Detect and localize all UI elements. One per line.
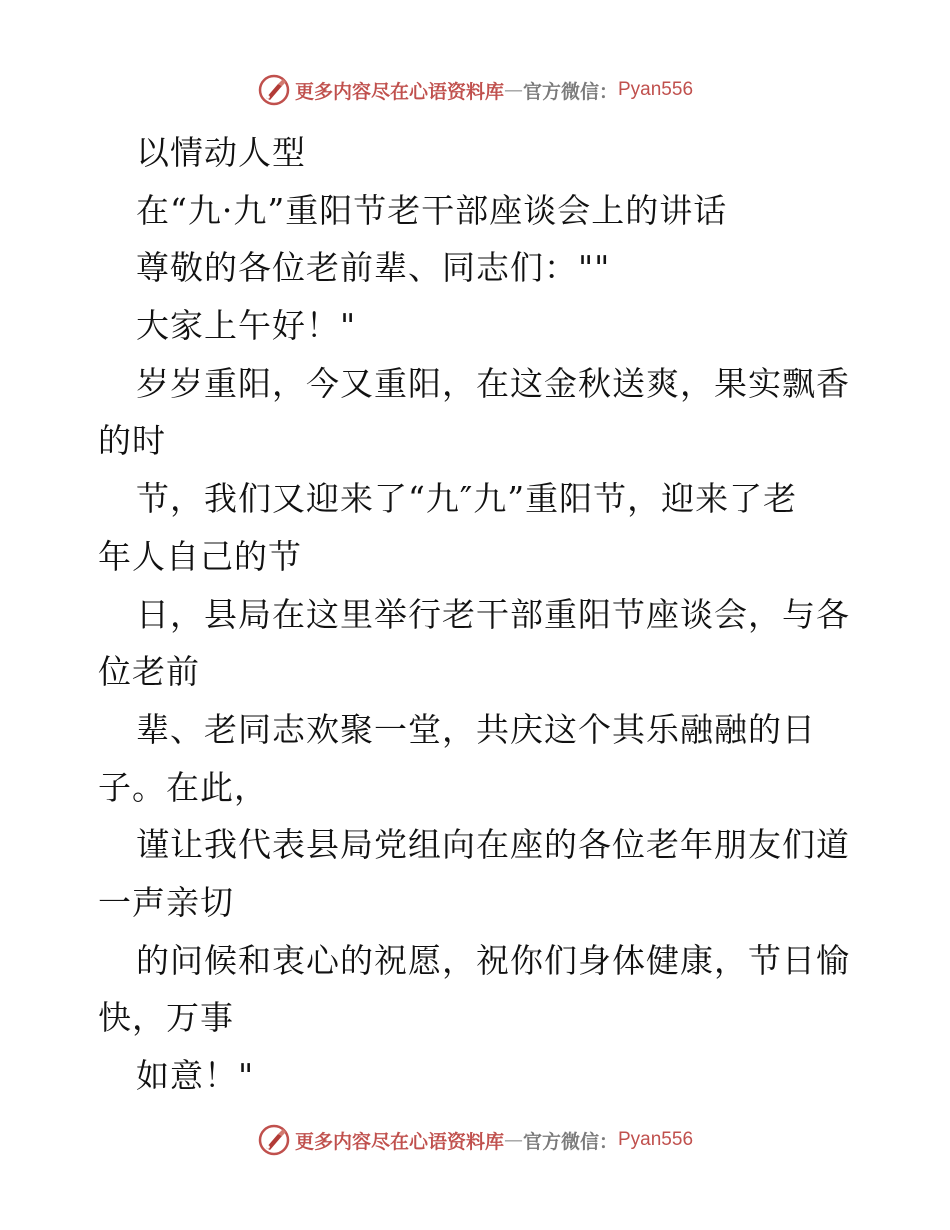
banner-wechat-label: 官方微信： — [522, 80, 618, 103]
doc-paragraph-line: 年人自己的节 — [98, 536, 302, 576]
doc-paragraph-line: 日，县局在这里举行老干部重阳节座谈会，与各 — [136, 594, 850, 634]
doc-paragraph-line: 辈、老同志欢聚一堂，共庆这个其乐融融的日 — [136, 709, 816, 749]
banner-wechat-id: Pyan556 — [618, 79, 694, 100]
doc-greeting: 大家上午好！" — [136, 306, 357, 346]
pen-logo-icon — [257, 1123, 291, 1157]
doc-heading-type: 以情动人型 — [136, 133, 306, 172]
doc-title: 在“九·九”重阳节老干部座谈会上的讲话 — [136, 190, 728, 230]
footer-banner — [0, 1120, 950, 1160]
doc-paragraph-line: 位老前 — [98, 652, 200, 692]
banner-wechat-label: 官方微信： — [522, 1130, 618, 1153]
banner-separator: — — [503, 1129, 523, 1151]
doc-paragraph-line: 一声亲切 — [98, 882, 234, 922]
doc-paragraph-line: 如意！" — [136, 1056, 255, 1095]
doc-paragraph-line: 岁岁重阳，今又重阳，在这金秋送爽，果实飘香 — [136, 363, 850, 403]
banner-title: 更多内容尽在心语资料库 — [294, 1130, 504, 1153]
banner-title: 更多内容尽在心语资料库 — [294, 80, 504, 103]
doc-paragraph-line: 节，我们又迎来了“九″九”重阳节，迎来了老 — [136, 479, 798, 519]
pen-logo-icon — [257, 73, 291, 107]
doc-paragraph-line: 快，万事 — [98, 998, 234, 1038]
doc-paragraph-line: 子。在此， — [98, 767, 268, 807]
banner-wechat-id: Pyan556 — [618, 1129, 694, 1150]
doc-salutation: 尊敬的各位老前辈、同志们："" — [136, 248, 611, 288]
doc-paragraph-line: 谨让我代表县局党组向在座的各位老年朋友们道 — [136, 825, 850, 865]
doc-paragraph-line: 的问候和衷心的祝愿，祝你们身体健康，节日愉 — [136, 940, 850, 980]
header-banner — [0, 70, 950, 110]
document-body — [98, 124, 858, 1105]
doc-paragraph-line: 的时 — [98, 421, 166, 461]
banner-separator: — — [503, 79, 523, 101]
